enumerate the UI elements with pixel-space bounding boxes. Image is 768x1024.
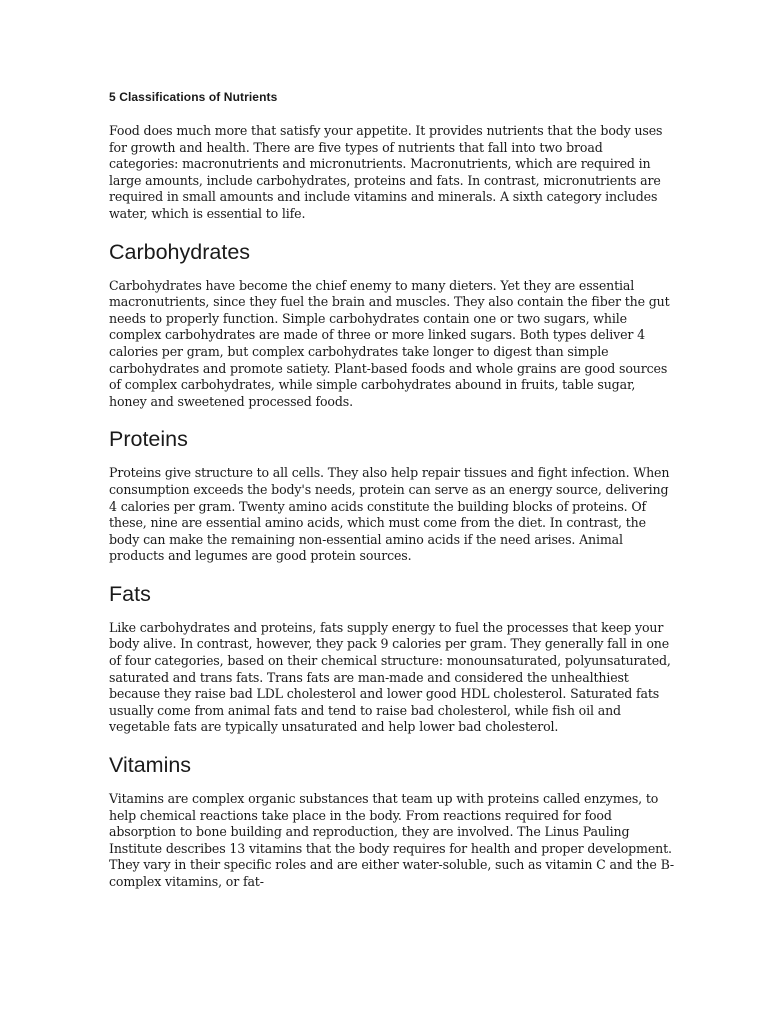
intro-paragraph: Food does much more that satisfy your appetite. It provides nutrients that the body uses for growth and health. There are five types of nutrients that fall into two broad categories: macronutrients and micronutrients. Macronutrients, which are required in large amounts, include carbohydrates, proteins and fats. In contrast, micronutrients are required in small amounts and include vitamins and minerals. A sixth category includes water, which is essential to life.: [109, 123, 663, 221]
heading-fats: Fats: [109, 581, 151, 606]
paragraph-fats: Like carbohydrates and proteins, fats supply energy to fuel the processes that keep your body alive. In contrast, however, they pack 9 calories per gram. They generally fall in one of four categories, based on their chemical structure: monounsaturated, polyunsaturated, saturated and trans fats. Trans fats are man-made and considered the unhealthiest because they raise bad LDL cholesterol and lower good HDL cholesterol. Saturated fats usually come from animal fats and tend to raise bad cholesterol, while fish oil and vegetable fats are typically unsaturated and help lower bad cholesterol.: [109, 619, 671, 735]
heading-vitamins: Vitamins: [109, 753, 192, 778]
paragraph-vitamins: Vitamins are complex organic substances that team up with proteins called enzymes, to help chemical reactions take place in the body. From reactions required for food absorption to bone building and reproduction, they are involved. The Linus Pauling Institute describes 13 vitamins that the body requires for health and proper development. They vary in their specific roles and are either water-soluble, such as vitamin C and the B-complex vitamins, or fat-: [109, 791, 675, 889]
paragraph-proteins: Proteins give structure to all cells. They also help repair tissues and fight infection. When consumption exceeds the body's needs, protein can serve as an energy source, delivering 4 calories per gram. Twenty amino acids constitute the building blocks of proteins. Of these, nine are essential amino acids, which must come from the diet. In contrast, the body can make the remaining non-essential amino acids if the need arises. Animal products and legumes are good protein sources.: [109, 465, 670, 564]
paragraph-carbohydrates: Carbohydrates have become the chief enemy to many dieters. Yet they are essential macronutrients, since they fuel the brain and muscles. They also contain the fiber the gut needs to properly function. Simple carbohydrates contain one or two sugars, while complex carbohydrates are made of three or more linked sugars. Both types deliver 4 calories per gram, but complex carbohydrates take longer to digest than simple carbohydrates and promote satiety. Plant-based foods and whole grains are good sources of complex carbohydrates, while simple carbohydrates abound in fruits, table sugar, honey and sweetened processed foods.: [109, 277, 670, 409]
heading-carbohydrates: Carbohydrates: [109, 239, 251, 264]
heading-proteins: Proteins: [109, 427, 188, 452]
document-page: [109, 88, 675, 891]
document-title: 5 Classifications of Nutrients: [109, 90, 278, 104]
